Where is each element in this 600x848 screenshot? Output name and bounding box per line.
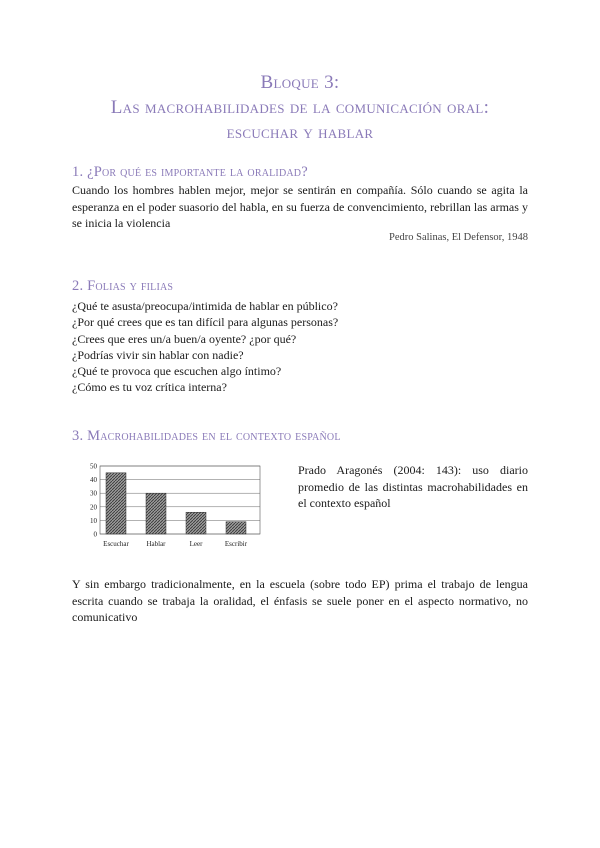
question-item: ¿Qué te asusta/preocupa/intimida de hablar en público?	[72, 299, 338, 313]
x-tick-label: Hablar	[146, 540, 166, 548]
section-1-heading: 1. ¿Por qué es importante la oralidad?	[72, 164, 308, 180]
questions-list	[72, 298, 532, 396]
section-1-quote: Cuando los hombres hablen mejor, mejor se sentirán en compañía. Sólo cuando se agita la esperanza en el poder suasorio del habla, en su fuerza de convencimiento, rebrillan las armas y se inicia la violencia	[72, 183, 528, 230]
block-title: Bloque 3:	[260, 72, 340, 93]
y-tick-label: 0	[93, 530, 97, 539]
bar-hablar	[146, 493, 166, 534]
macroskills-chart	[82, 460, 282, 552]
x-tick-label: Escuchar	[103, 540, 129, 548]
question-item: ¿Podrías vivir sin hablar con nadie?	[72, 347, 244, 362]
y-tick-label: 50	[90, 462, 97, 471]
bar-escuchar	[106, 473, 126, 534]
question-item: ¿Crees que eres un/a buen/a oyente? ¿por qué?	[72, 331, 297, 346]
question-item: ¿Cómo es tu voz crítica interna?	[72, 380, 227, 395]
y-tick-label: 30	[90, 489, 97, 498]
question-item: ¿Por qué crees que es tan difícil para algunas personas?	[72, 315, 339, 330]
quote-source: Pedro Salinas, El Defensor, 1948	[389, 232, 528, 243]
bar-leer	[186, 512, 206, 534]
block-subtitle: Las macrohabilidades de la comunicación oral:	[110, 97, 490, 118]
x-tick-label: Escribir	[224, 540, 248, 548]
chart-svg	[82, 460, 282, 552]
y-tick-label: 40	[90, 476, 97, 485]
chart-caption: Prado Aragonés (2004: 143): uso diario promedio de las distintas macrohabilidades en el contexto español	[298, 463, 528, 510]
block-subtitle-2: escuchar y hablar	[226, 122, 374, 143]
section-3-heading: 3. Macrohabilidades en el contexto español	[72, 428, 341, 444]
x-tick-label: Leer	[189, 540, 203, 548]
section-3-paragraph: Y sin embargo tradicionalmente, en la escuela (sobre todo EP) prima el trabajo de lengua escrita cuando se trabaja la oralidad, el énfasis se suele poner en el aspecto normativo, no comunicativo	[72, 577, 528, 624]
question-item: ¿Qué te provoca que escuchen algo íntimo?	[72, 364, 282, 379]
section-2-heading: 2. Folias y filias	[72, 278, 174, 294]
y-tick-label: 20	[90, 503, 97, 512]
bar-escribir	[226, 522, 246, 534]
y-tick-label: 10	[90, 516, 97, 525]
